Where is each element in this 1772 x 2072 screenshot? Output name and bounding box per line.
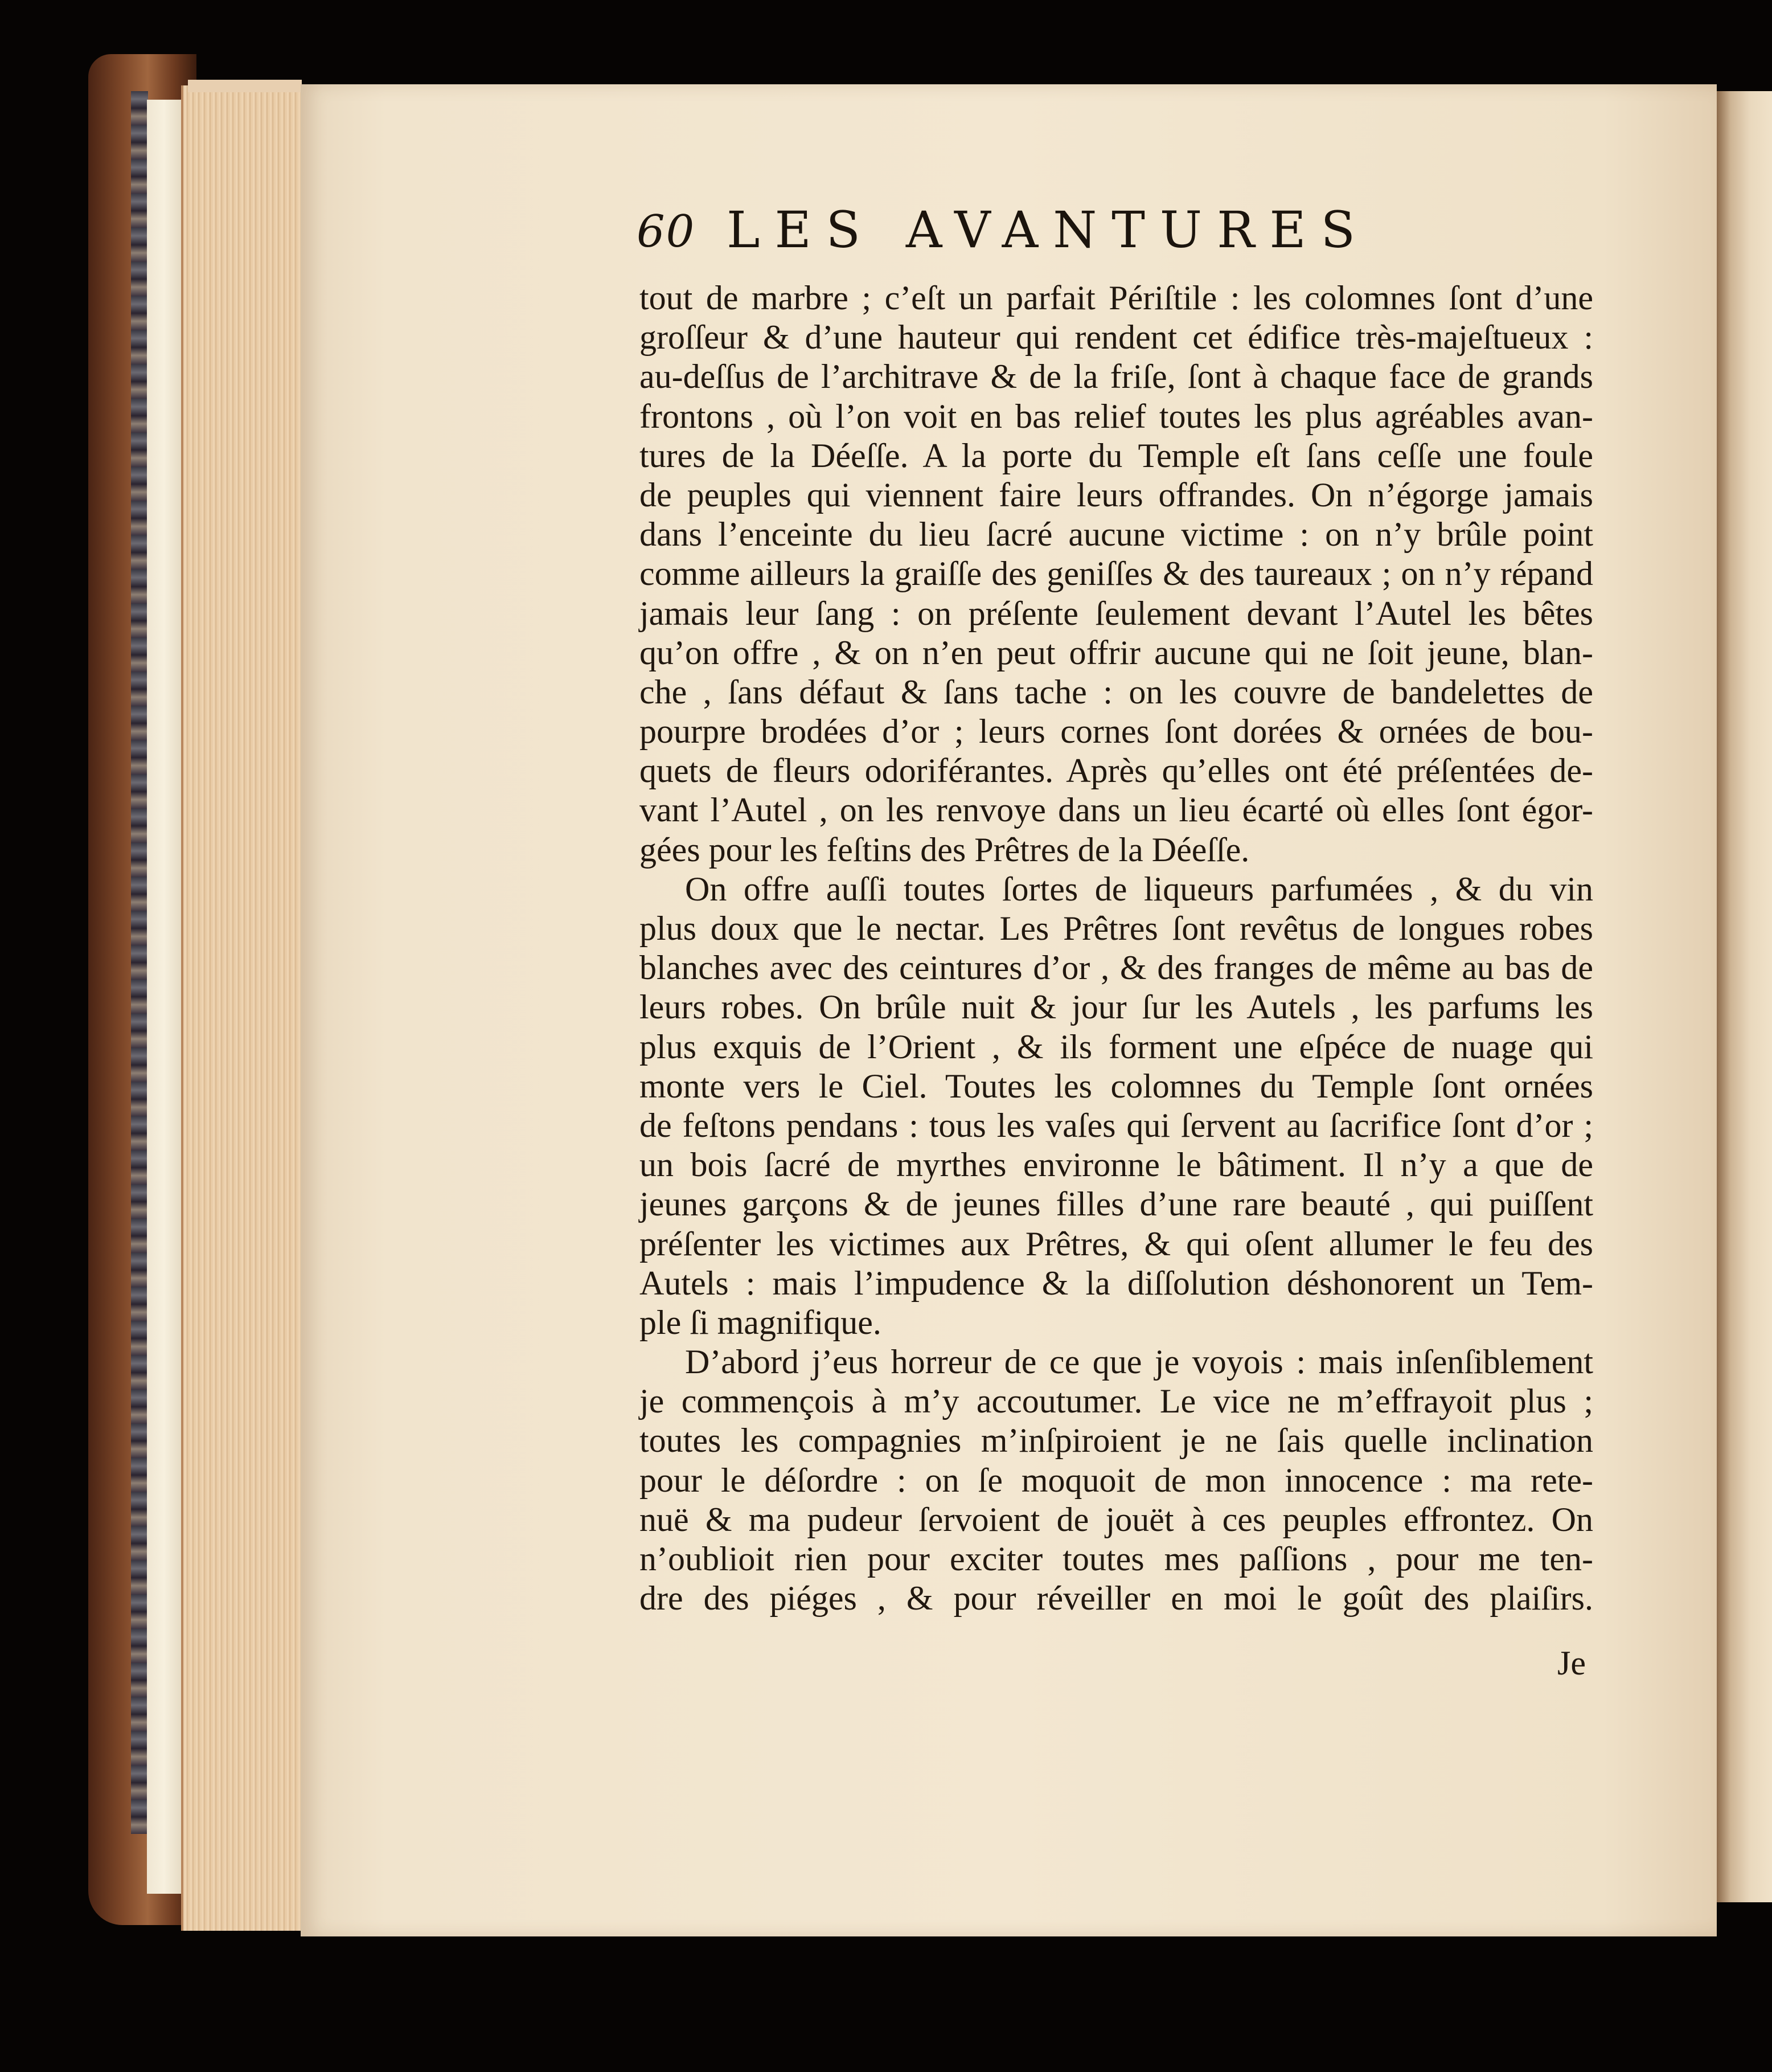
text-line: tures de la Déeſſe. A la porte du Temple eſt ſans ceſſe une foule: [639, 436, 1593, 474]
text-line: Autels : mais l’impudence & la diſſolution déshonorent un Tem-: [639, 1264, 1593, 1302]
marbled-endpaper-edge: [131, 91, 148, 1834]
text-line: quets de fleurs odoriférantes. Après qu’elles ont été préſentées de-: [639, 752, 1593, 790]
text-line: pour le déſordre : on ſe moquoit de mon innocence : ma rete-: [639, 1461, 1593, 1499]
paragraph-start-line: D’abord j’eus horreur de ce que je voyois : mais inſenſiblement: [685, 1343, 1593, 1381]
text-line: qu’on offre , & on n’en peut offrir aucune qui ne ſoit jeune, blan-: [639, 633, 1593, 671]
text-line: ple ſi magnifique.: [639, 1303, 881, 1341]
text-line: nuë & ma pudeur ſervoient de jouët à ces peuples effrontez. On: [639, 1500, 1593, 1538]
text-line: dans l’enceinte du lieu ſacré aucune victime : on n’y brûle point: [639, 515, 1593, 554]
running-title: LES AVANTURES: [727, 200, 1370, 259]
text-line: groſſeur & d’une hauteur qui rendent cet édifice très-majeſtueux :: [639, 318, 1593, 357]
body-text: [639, 279, 1593, 1618]
text-line: comme ailleurs la graiſſe des geniſſes & des taureaux ; on n’y répand: [639, 555, 1593, 593]
text-line: frontons , où l’on voit en bas relief toutes les plus agréables avan-: [639, 397, 1593, 435]
text-line: plus doux que le nectar. Les Prêtres ſont revêtus de longues robes: [639, 910, 1593, 947]
text-line: gées pour les feſtins des Prêtres de la Déeſſe.: [639, 830, 1250, 869]
text-line: je commençois à m’y accoutumer. Le vice ne m’effrayoit plus ;: [639, 1382, 1593, 1420]
running-head: [637, 200, 1499, 269]
text-line: préſenter les victimes aux Prêtres, & qui oſent allumer le feu des: [639, 1225, 1593, 1263]
text-line: vant l’Autel , on les renvoye dans un lieu écarté où elles ſont égor-: [639, 791, 1593, 829]
text-line: n’oublioit rien pour exciter toutes mes paſſions , pour me ten-: [639, 1540, 1593, 1578]
text-line: plus exquis de l’Orient , & ils forment une eſpéce de nuage qui: [639, 1027, 1593, 1066]
text-line: tout de marbre ; c’eſt un parfait Périſtile : les colomnes ſont d’une: [639, 279, 1593, 317]
page-number: 60: [637, 206, 696, 257]
text-line: dre des piéges , & pour réveiller en moi le goût des plaiſirs.: [639, 1579, 1593, 1618]
catchword: Je: [1557, 1644, 1586, 1682]
text-line: leurs robes. On brûle nuit & jour ſur les Autels , les parfums les: [639, 988, 1593, 1026]
text-line: au-deſſus de l’architrave & de la friſe, ſont à chaque face de grands: [639, 358, 1593, 396]
facing-page: [1717, 91, 1772, 1902]
text-line: che , ſans défaut & ſans tache : on les couvre de bandelettes de: [639, 673, 1593, 711]
text-line: blanches avec des ceintures d’or , & des franges de même au bas de: [639, 949, 1593, 987]
text-line: toutes les compagnies m’inſpiroient je ne ſais quelle inclination: [639, 1422, 1593, 1460]
text-line: de feſtons pendans : tous les vaſes qui ſervent au ſacrifice ſont d’or ;: [639, 1106, 1593, 1144]
text-line: un bois ſacré de myrthes environne le bâtiment. Il n’y a que de: [639, 1146, 1593, 1184]
page-edges: [181, 85, 306, 1931]
text-line: monte vers le Ciel. Toutes les colomnes du Temple ſont ornées: [639, 1067, 1593, 1105]
text-line: jamais leur ſang : on préſente ſeulement devant l’Autel les bêtes: [639, 594, 1593, 632]
paragraph-start-line: On offre auſſi toutes ſortes de liqueurs parfumées , & du vin: [685, 870, 1593, 908]
text-line: jeunes garçons & de jeunes filles d’une rare beauté , qui puiſſent: [639, 1185, 1593, 1223]
page-edges-top: [188, 80, 302, 92]
endpaper: [147, 100, 181, 1894]
text-line: de peuples qui viennent faire leurs offrandes. On n’égorge jamais: [639, 476, 1593, 514]
text-line: pourpre brodées d’or ; leurs cornes ſont dorées & ornées de bou-: [639, 712, 1593, 751]
